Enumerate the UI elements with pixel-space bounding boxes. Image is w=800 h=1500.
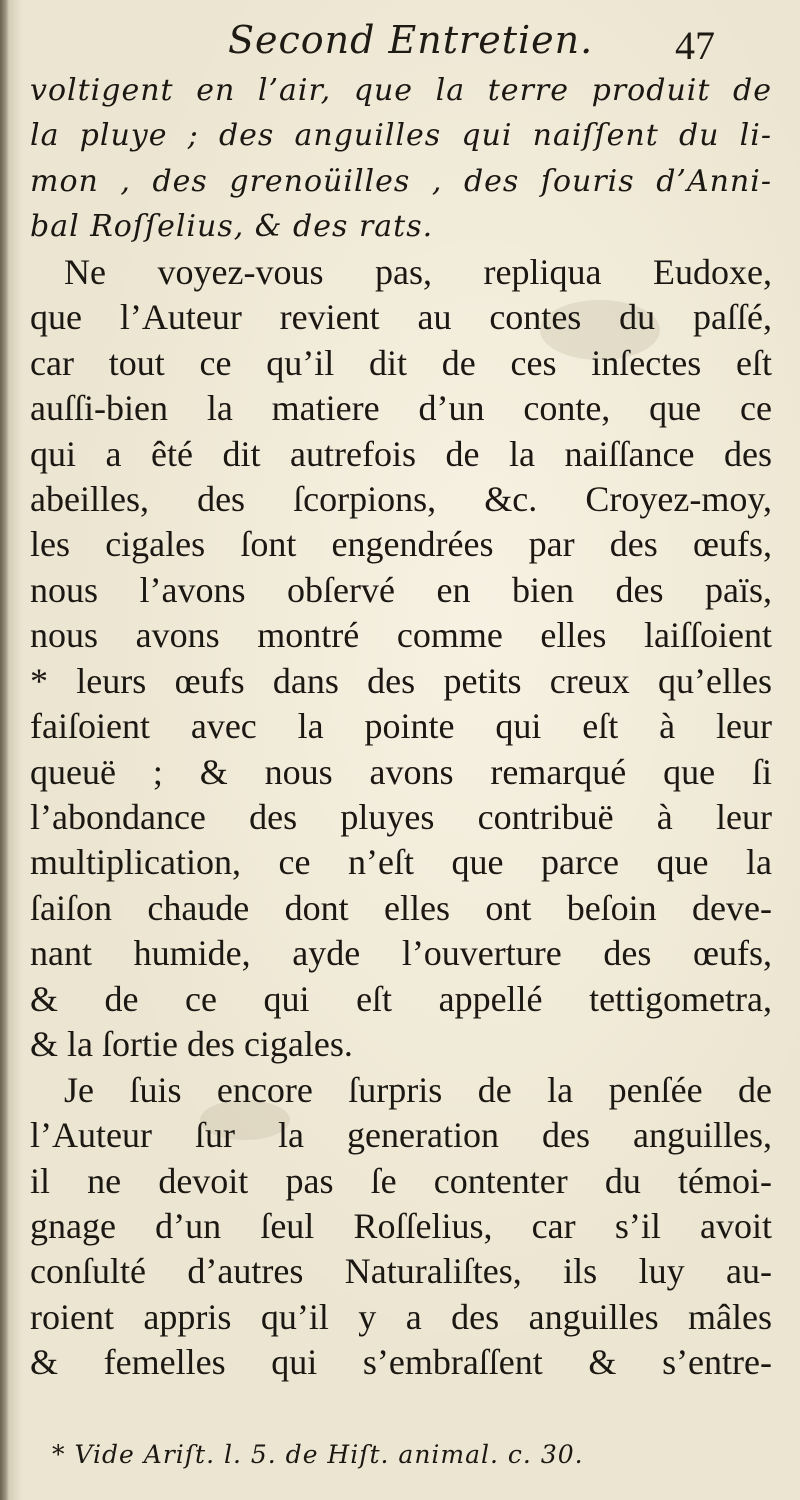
text-line: & de ce qui eſt appellé tettigometra, <box>30 978 772 1019</box>
text-line: & femelles qui s’embraſſent & s’entre- <box>30 1342 772 1383</box>
page-number: 47 <box>675 23 715 68</box>
text-line: l’Auteur ſur la generation des anguilles, <box>30 1115 772 1156</box>
text-line: que l’Auteur revient au contes du paſſé, <box>30 297 772 338</box>
footnote: * Vide Ariſt. l. 5. de Hiſt. animal. c. 30. <box>52 1440 584 1469</box>
text-line: les cigales ſont engendrées par des œufs, <box>30 524 772 565</box>
text-line: qui a êté dit autrefois de la naiſſance des <box>30 433 772 474</box>
text-line: Je ſuis encore ſurpris de la penſée de <box>64 1069 772 1110</box>
text-line: conſulté d’autres Naturaliſtes, ils luy au- <box>30 1251 772 1292</box>
body-text <box>30 68 772 1386</box>
text-line: nous l’avons obſervé en bien des païs, <box>30 569 772 610</box>
text-line: ſaiſon chaude dont elles ont beſoin deve- <box>30 887 772 928</box>
page-gutter-shadow <box>0 0 9 1500</box>
text-line: car tout ce qu’il dit de ces inſectes eſt <box>30 342 772 383</box>
text-line: roient appris qu’il y a des anguilles mâles <box>30 1296 772 1337</box>
text-line: gnage d’un ſeul Roſſelius, car s’il avoit <box>30 1205 772 1246</box>
text-line: * leurs œufs dans des petits creux qu’elles <box>30 660 772 701</box>
text-line: bal Roſſelius, & des rats. <box>30 209 434 245</box>
text-line: Ne voyez-vous pas, repliqua Eudoxe, <box>64 251 772 292</box>
text-line: voltigent en l’air, que la terre produit de <box>30 73 772 108</box>
running-title: Second Entretien. <box>228 18 594 62</box>
text-line: auſſi-bien la matiere d’un conte, que ce <box>30 388 772 429</box>
text-line: nous avons montré comme elles laiſſoient <box>30 615 772 656</box>
text-line: queuë ; & nous avons remarqué que ſi <box>30 751 772 792</box>
text-line: nant humide, ayde l’ouverture des œufs, <box>30 933 772 974</box>
text-line: la pluye ; des anguilles qui naiſſent du li- <box>30 118 772 154</box>
text-line: il ne devoit pas ſe contenter du témoi- <box>30 1160 772 1201</box>
text-line: abeilles, des ſcorpions, &c. Croyez-moy, <box>30 478 772 519</box>
text-line: & la ſortie des cigales. <box>30 1024 353 1065</box>
text-line: faiſoient avec la pointe qui eſt à leur <box>30 706 772 747</box>
text-line: mon , des grenoüilles , des ſouris d’Anni- <box>30 163 772 199</box>
text-line: l’abondance des pluyes contribuë à leur <box>30 797 772 837</box>
text-line: multiplication, ce n’eſt que parce que la <box>30 842 772 883</box>
